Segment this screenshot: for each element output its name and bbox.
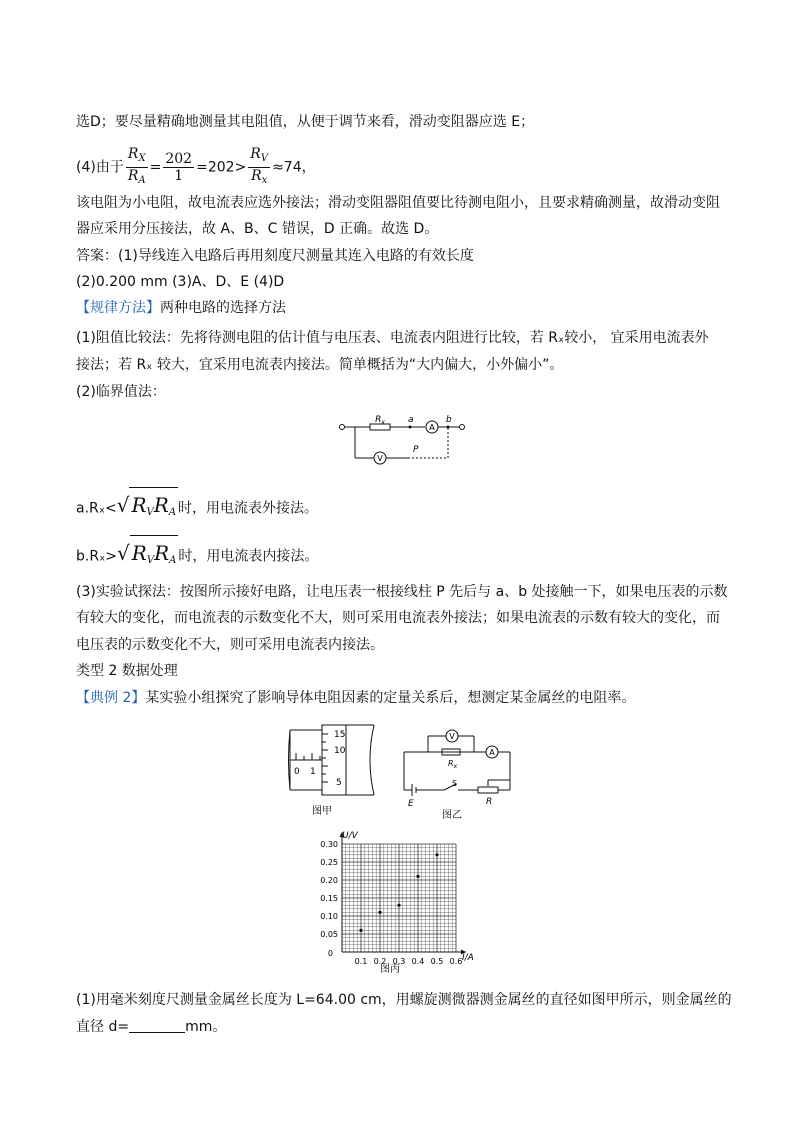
sqrt-rv-ra-2: √ $R_VR_A$: [117, 535, 178, 578]
fraction-rv-rx: $\frac{R_V}{R_x}$: [250, 146, 269, 186]
y-tick-label: 0.05: [320, 930, 338, 939]
text-line-8: (1)阻值比较法：先将待测电阻的估计值与电压表、电流表内阻进行比较，若 Rₓ较小， 宜采用电流表外: [76, 330, 709, 346]
circuit1-rx-label: $R_x$: [375, 415, 385, 426]
x-tick-label: 0.3: [392, 957, 406, 966]
figure-yi-caption: 图乙: [442, 810, 462, 821]
y-tick-label: 0.30: [320, 840, 338, 849]
x-tick-label: 0.2: [373, 957, 387, 966]
ammeter-symbol: A: [429, 423, 435, 432]
fraction-202-1: $\frac{202}{1}$: [165, 151, 193, 184]
sqrt-rv-ra-1: √ $R_VR_A$: [117, 487, 178, 530]
x-tick-label: 0.4: [411, 957, 425, 966]
circuit1-p-label: P: [413, 445, 419, 455]
micrometer-tick-15: 15: [334, 730, 346, 740]
x-tick-label: 0.6: [449, 957, 463, 966]
text-line-3: 该电阻为小电阻，故电流表应选外接法；滑动变阻器阻值要比待测电阻小，且要求精确测量，故滑动变阻: [76, 195, 720, 211]
text-line-formula: (4)由于 $\frac{R_X}{R_A}$ = $\frac{202}{1}$ =202> $\frac{R_V}{R_x}$ ≈74，: [76, 146, 316, 189]
figure-jia-caption: 图甲: [312, 806, 332, 817]
question-line-2: 直径 d= mm。: [76, 1019, 227, 1035]
figure-yi-circuit: [398, 722, 518, 822]
fig-yi-switch: S: [452, 779, 458, 788]
answer-blank[interactable]: [129, 1018, 185, 1033]
chart-origin: 0: [327, 949, 333, 958]
x-tick-label: 0.1: [354, 957, 368, 966]
main-scale-1: 1: [310, 767, 316, 777]
data-point: [435, 853, 438, 856]
data-point: [359, 929, 362, 932]
y-tick-label: 0.20: [320, 876, 338, 885]
data-point: [378, 911, 381, 914]
answer-line-2: (2)0.200 mm (3)A、D、E (4)D: [76, 274, 285, 290]
critical-value-circuit: [330, 410, 480, 470]
fig-yi-rx: $R_x$: [448, 759, 458, 770]
y-tick-label: 0.15: [320, 894, 338, 903]
text-line-13: (3)实验试探法：按图所示接好电路，让电压表一根接线柱 P 先后与 a、b 处接触一下，如果电压表的示数: [76, 584, 728, 600]
micrometer-tick-10: 10: [334, 746, 346, 756]
circuit1-a-label: a: [408, 415, 414, 425]
method-heading: 【规律方法】两种电路的选择方法: [76, 300, 286, 316]
question-line-1: (1)用毫米刻度尺测量金属丝长度为 L=64.00 cm，用螺旋测微器测金属丝的直径如图甲所示，则金属丝的: [76, 992, 732, 1008]
text-line-15: 电压表的示数变化不大，则可采用电流表内接法。: [76, 637, 384, 653]
fig-yi-ammeter: A: [489, 748, 495, 757]
figure-jia-micrometer: [282, 720, 392, 820]
text-line-1: 选D；要尽量精确地测量其电阻值，从便于调节来看，滑动变阻器应选 E；: [76, 114, 535, 130]
text-line-9: 接法；若 Rₓ 较大，宜采用电流表内接法。简单概括为“大内偏大，小外偏小”。: [76, 357, 564, 373]
y-tick-label: 0.25: [320, 858, 338, 867]
voltmeter-symbol: V: [377, 454, 383, 463]
fraction-rx-ra: $\frac{R_X}{R_A}$: [127, 146, 146, 186]
figure-bing-chart: [300, 826, 490, 976]
example-heading: 【典例 2】某实验小组探究了影响导体电阻因素的定量关系后，想测定某金属丝的电阻率。: [76, 690, 636, 706]
fig-yi-emf: E: [408, 799, 414, 809]
chart-ylabel: U/V: [342, 831, 358, 841]
micrometer-tick-5: 5: [336, 778, 342, 788]
chart-title: 图丙: [380, 964, 400, 975]
answer-line: 答案：(1)导线连入电路后再用刻度尺测量其连入电路的有效长度: [76, 248, 474, 264]
text-line-10: (2)临界值法：: [76, 384, 166, 400]
text-line-4: 器应采用分压接法，故 A、B、C 错误，D 正确。故选 D。: [76, 221, 439, 237]
chart-xlabel: I/A: [462, 953, 474, 963]
type-heading: 类型 2 数据处理: [76, 663, 178, 679]
circuit1-b-label: b: [446, 415, 452, 425]
fig-yi-voltmeter: V: [449, 732, 455, 741]
text-line-14: 有较大的变化，而电流表的示数变化不大，则可采用电流表外接法；如果电流表的示数有较大的变化，而: [76, 610, 720, 626]
text-line-11: a.Rₓ<√ $R_VR_A$ 时，用电流表外接法。: [76, 487, 318, 530]
chart-grid: [342, 844, 456, 952]
data-point: [397, 904, 400, 907]
text-line-12: b.Rₓ>√ $R_VR_A$ 时，用电流表内接法。: [76, 535, 318, 578]
y-tick-label: 0.10: [320, 912, 338, 921]
fig-yi-rheostat: R: [486, 797, 493, 807]
data-point: [416, 875, 419, 878]
x-tick-label: 0.5: [430, 957, 444, 966]
main-scale-0: 0: [294, 767, 300, 777]
